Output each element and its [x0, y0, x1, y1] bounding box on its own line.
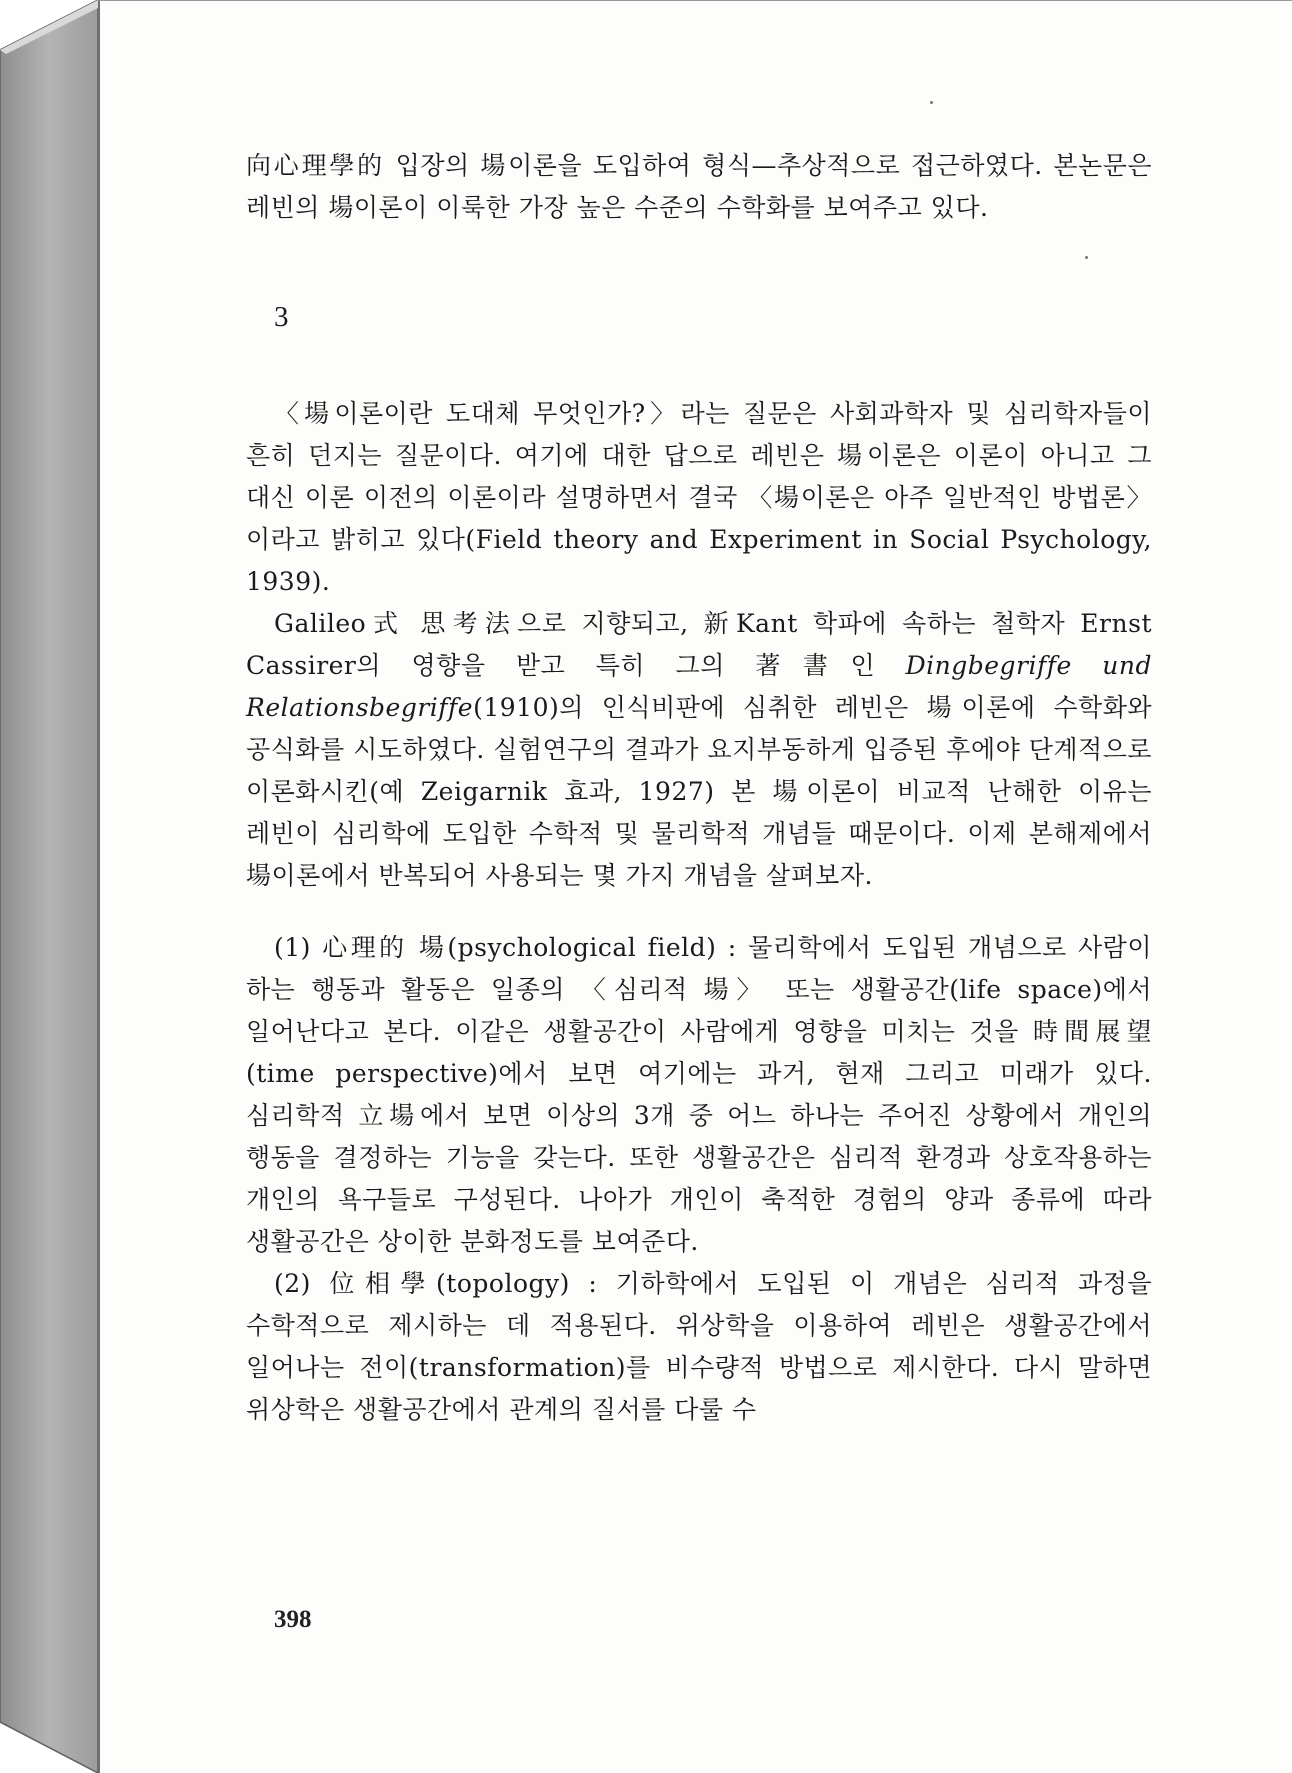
- section3-paragraph-2: [246, 603, 1152, 897]
- paragraph-2-part-2: (1910)의 인식비판에 심취한 레빈은 場이론에 수학화와 공식화를 시도하였다. 실험연구의 결과가 요지부동하게 입증된 후에야 단계적으로 이론화시킨(예 Zeigarnik 효과, 1927) 본 場이론이 비교적 난해한 이유는 레빈이 심리학에 도입한 수학적 및 물리학적 개념들 때문이다. 이제 본해제에서 場이론에서 반복되어 사용되는 몇 가지 개념을 살펴보자.: [246, 693, 1152, 890]
- page-body-text: [246, 145, 1152, 1431]
- section3-paragraph-1: 〈場이론이란 도대체 무엇인가?〉라는 질문은 사회과학자 및 심리학자들이 흔히 던지는 질문이다. 여기에 대한 답으로 레빈은 場이론은 이론이 아니고 그 대신 이론 이전의 이론이라 설명하면서 결국 〈場이론은 아주 일반적인 방법론〉이라고 밝히고 있다(Field theory and Experiment in Social Psychology, 1939).: [246, 399, 1152, 596]
- paper-speck: [930, 101, 933, 104]
- book-title-italic: Dingbegriffe und Relationsbegriffe: [246, 651, 1152, 722]
- intro-paragraph: 向心理學的 입장의 場이론을 도입하여 형식—추상적으로 접근하였다. 본논문은 레빈의 場이론이 이룩한 가장 높은 수준의 수학화를 보여주고 있다.: [246, 151, 1152, 222]
- paragraph-2-part-1: Galileo式 思考法으로 지향되고, 新Kant 학파에 속하는 철학자 Ernst Cassirer의 영향을 받고 특히 그의 著書인: [246, 609, 1152, 680]
- concept-psychological-field: (1) 心理的 場(psychological field) : 물리학에서 도입된 개념으로 사람이 하는 행동과 활동은 일종의 〈심리적 場〉 또는 생활공간(life space)에서 일어난다고 본다. 이같은 생활공간이 사람에게 영향을 미치는 것을 時間展望(time perspective)에서 보면 여기에는 과거, 현재 그리고 미래가 있다. 심리학적 立場에서 보면 이상의 3개 중 어느 하나는 주어진 상황에서 개인의 행동을 결정하는 기능을 갖는다. 또한 생활공간은 심리적 환경과 상호작용하는 개인의 욕구들로 구성된다. 나아가 개인이 축적한 경험의 양과 종류에 따라 생활공간은 상이한 분화정도를 보여준다.: [246, 933, 1152, 1256]
- concept-topology: (2) 位相學(topology) : 기하학에서 도입된 이 개념은 심리적 과정을 수학적으로 제시하는 데 적용된다. 위상학을 이용하여 레빈은 생활공간에서 일어나는 전이(transformation)를 비수량적 방법으로 제시한다. 다시 말하면 위상학은 생활공간에서 관계의 질서를 다룰 수: [246, 1269, 1152, 1424]
- page-number: 398: [274, 1606, 312, 1633]
- section-number: 3: [274, 301, 289, 333]
